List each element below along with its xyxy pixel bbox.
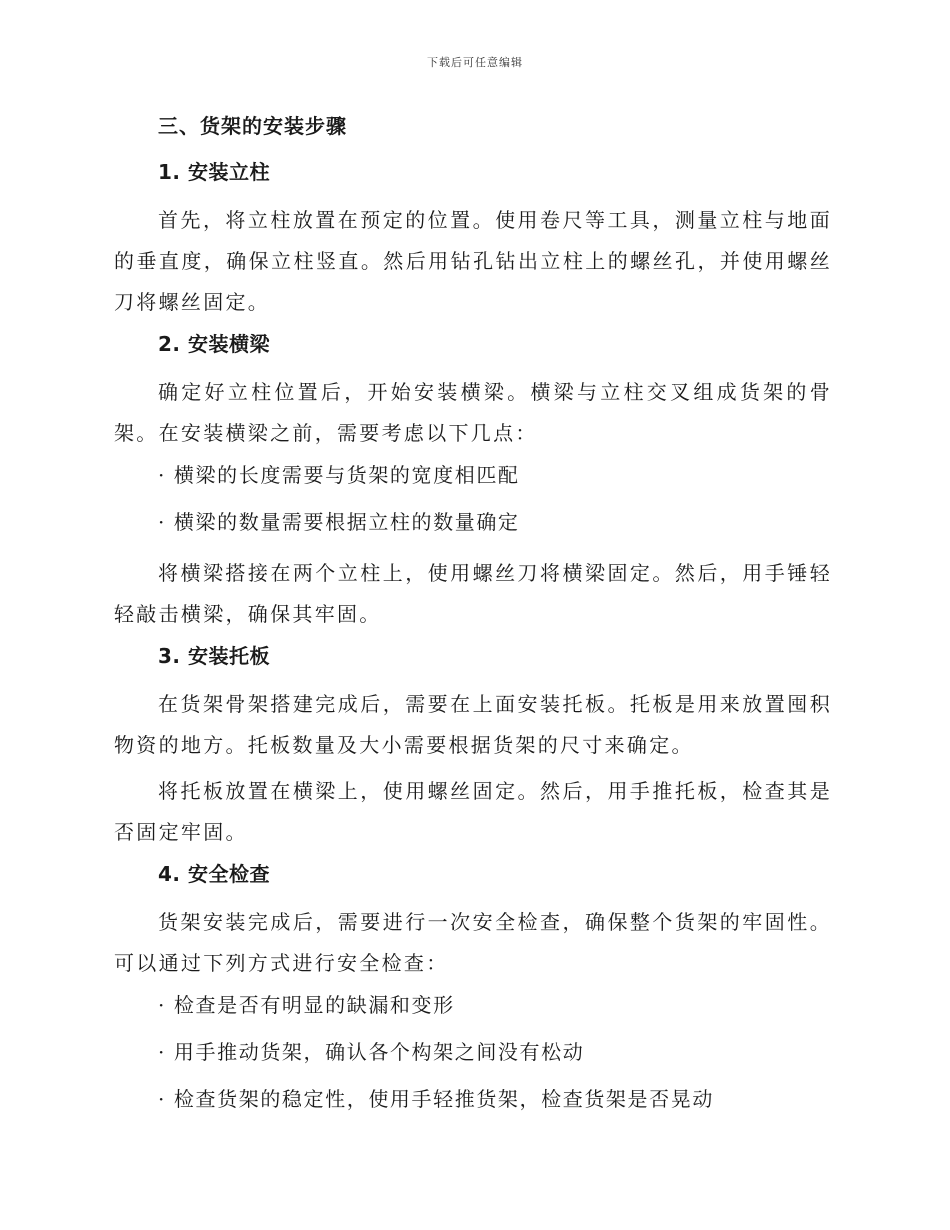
page-header: 下载后可任意编辑 bbox=[427, 56, 523, 69]
paragraph: 首先，将立柱放置在预定的位置。使用卷尺等工具，测量立柱与地面的垂直度，确保立柱竖直。然后用钻孔钻出立柱上的螺丝孔，并使用螺丝刀将螺丝固定。 bbox=[114, 208, 832, 314]
step-heading: 1. 安装立柱 bbox=[158, 160, 270, 184]
bullet-item: · 横梁的数量需要根据立柱的数量确定 bbox=[158, 510, 520, 534]
step-heading: 2. 安装横梁 bbox=[158, 332, 270, 356]
paragraph: 将托板放置在横梁上，使用螺丝固定。然后，用手推托板，检查其是否固定牢固。 bbox=[114, 779, 832, 844]
bullet-item: · 检查是否有明显的缺漏和变形 bbox=[158, 993, 455, 1017]
paragraph: 货架安装完成后，需要进行一次安全检查，确保整个货架的牢固性。可以通过下列方式进行安全检查： bbox=[114, 910, 832, 975]
bullet-item: · 用手推动货架，确认各个构架之间没有松动 bbox=[158, 1040, 585, 1064]
paragraph: 确定好立柱位置后，开始安装横梁。横梁与立柱交叉组成货架的骨架。在安装横梁之前，需要考虑以下几点： bbox=[114, 380, 832, 445]
paragraph: 在货架骨架搭建完成后，需要在上面安装托板。托板是用来放置囤积物资的地方。托板数量及大小需要根据货架的尺寸来确定。 bbox=[114, 692, 832, 757]
section-title: 三、货架的安装步骤 bbox=[158, 114, 347, 138]
step-heading: 4. 安全检查 bbox=[158, 862, 270, 886]
bullet-item: · 检查货架的稳定性，使用手轻推货架，检查货架是否晃动 bbox=[158, 1087, 714, 1111]
paragraph: 将横梁搭接在两个立柱上，使用螺丝刀将横梁固定。然后，用手锤轻轻敲击横梁，确保其牢固。 bbox=[114, 561, 832, 626]
bullet-item: · 横梁的长度需要与货架的宽度相匹配 bbox=[158, 463, 520, 487]
document-body bbox=[114, 110, 832, 1130]
step-heading: 3. 安装托板 bbox=[158, 644, 270, 668]
